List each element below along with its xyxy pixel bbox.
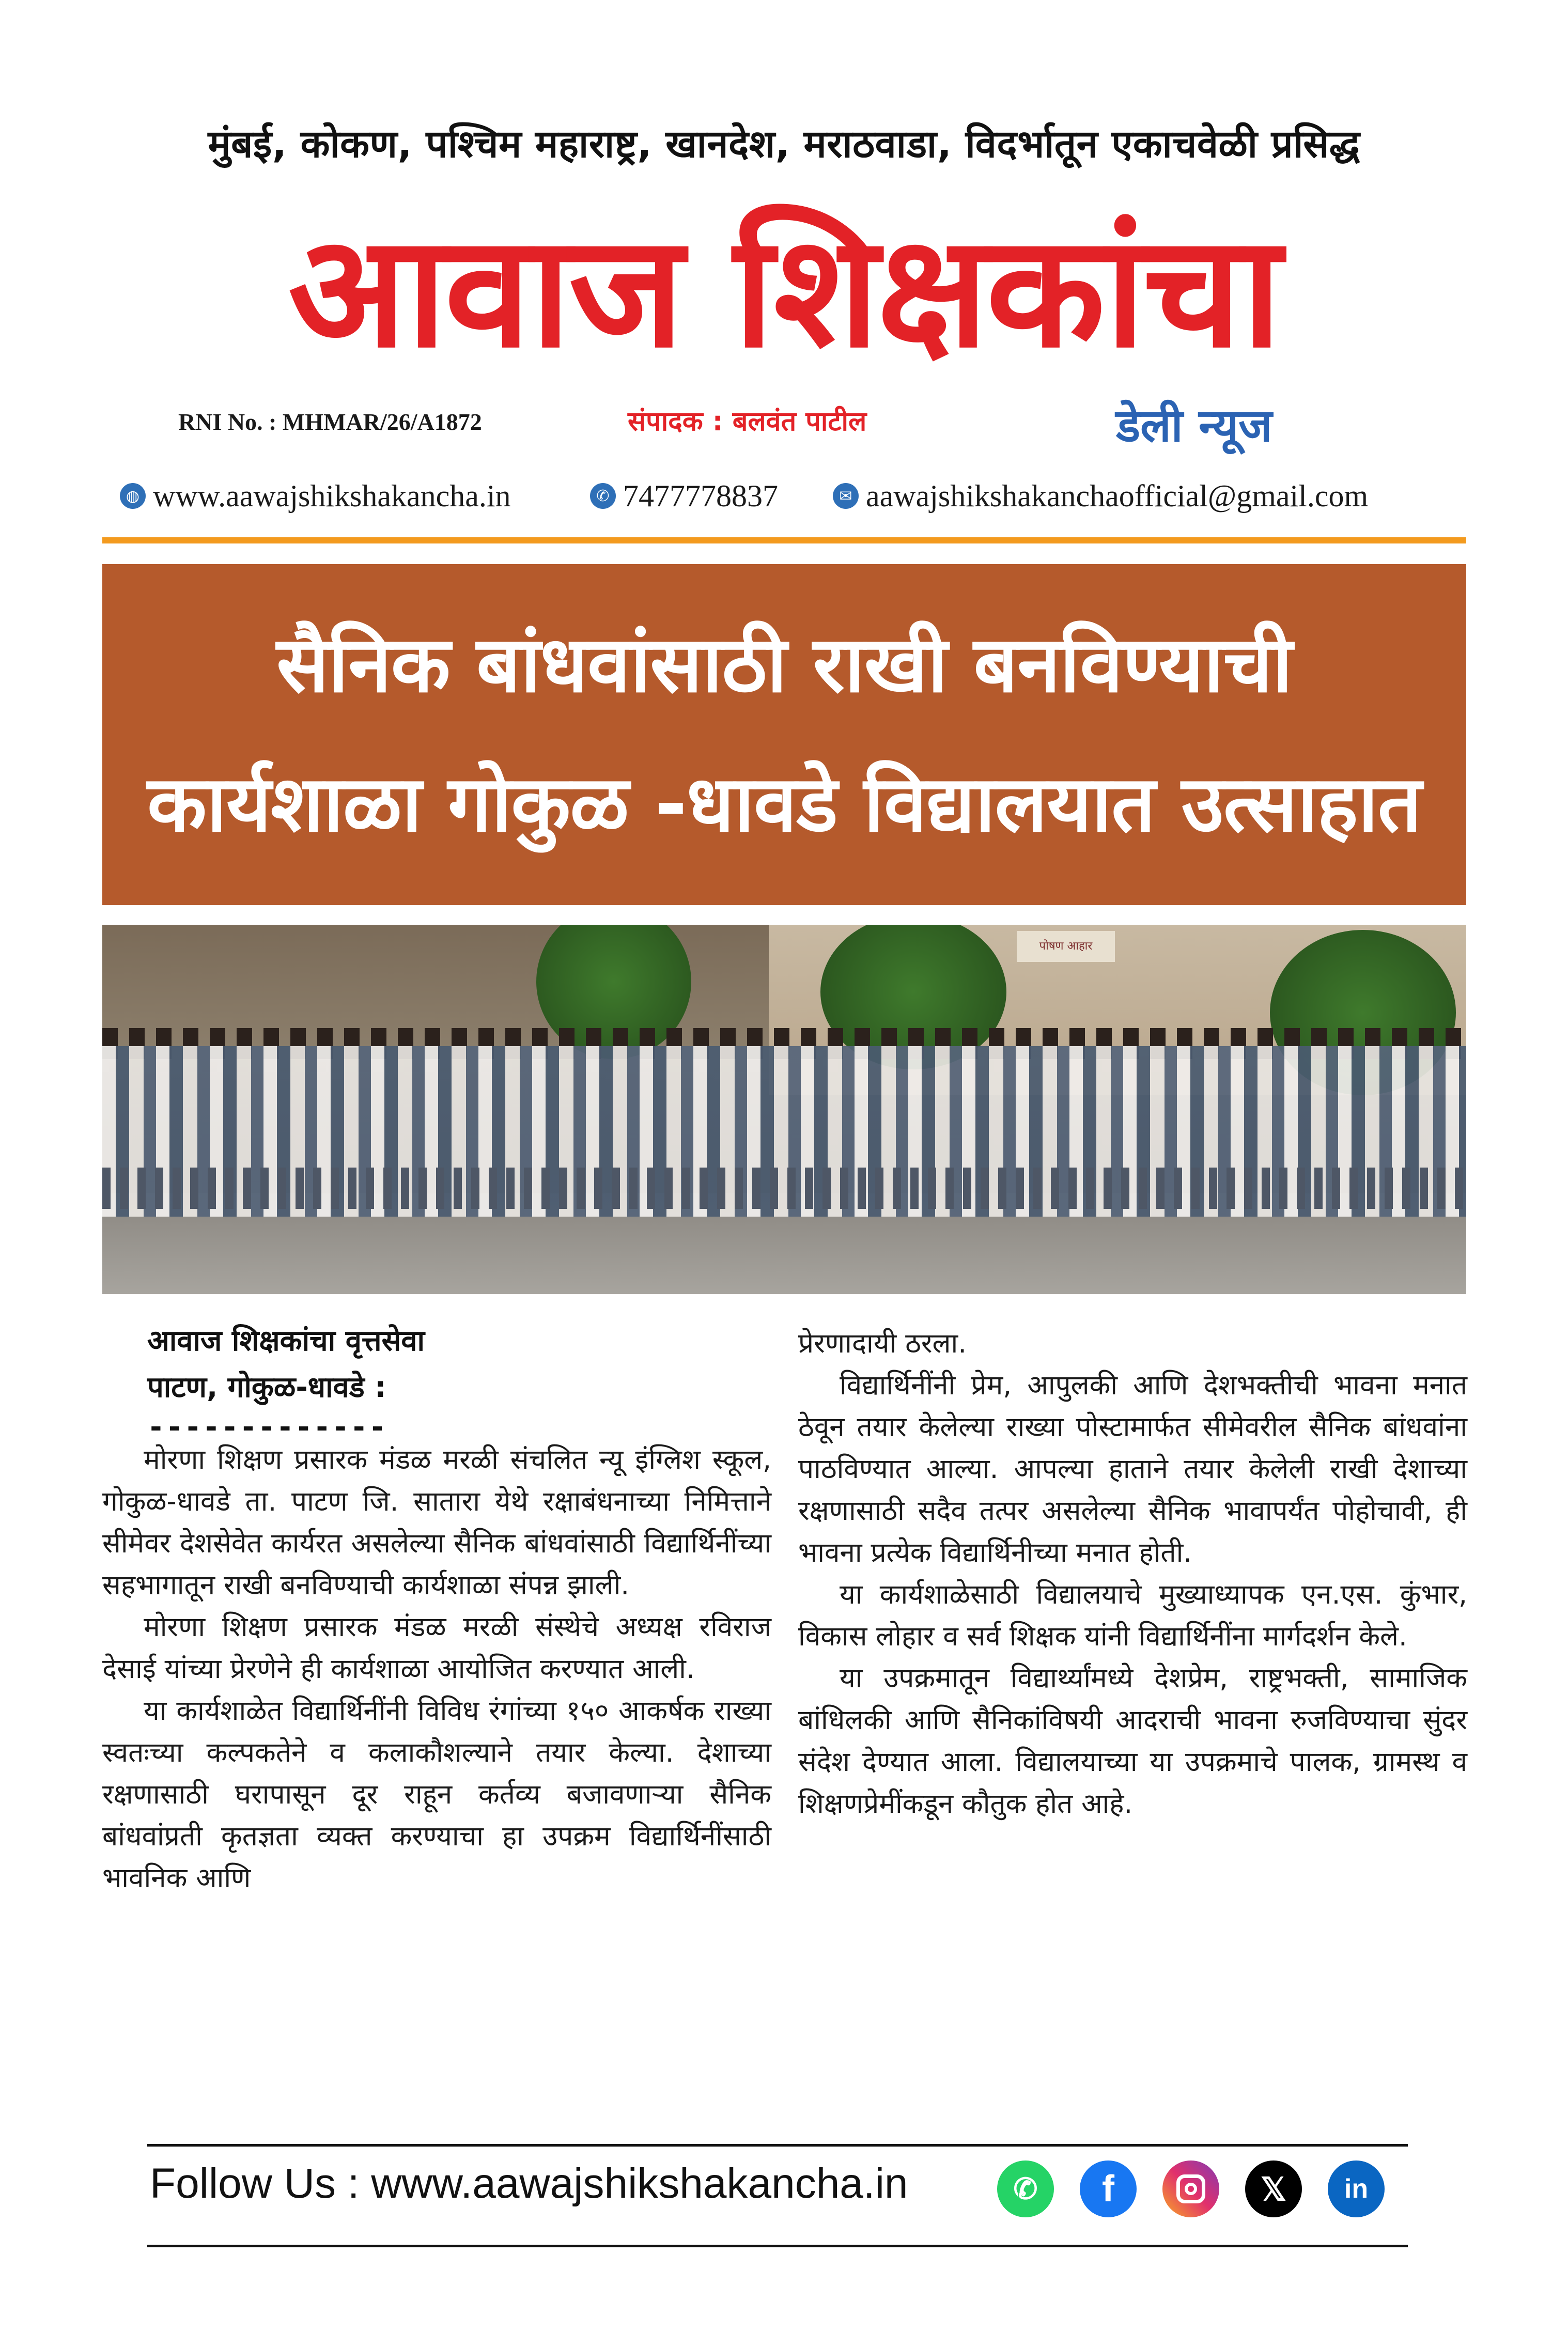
- paragraph: विद्यार्थिनींनी प्रेम, आपुलकी आणि देशभक्तीची भावना मनात ठेवून तयार केलेल्या राख्या पोस्टामार्फत सीमेवरील सैनिक बांधवांना पाठविण्यात आल्या. आपल्या हाताने तयार केलेली राखी देशाच्या रक्षणासाठी सदैव तत्पर असलेल्या सैनिक भावापर्यंत पोहोचावी, ही भावना प्रत्येक विद्यार्थिनीच्या मनात होती.: [798, 1370, 1467, 1568]
- paragraph: या कार्यशाळेत विद्यार्थिनींनी विविध रंगांच्या १५० आकर्षक राख्या स्वतःच्या कल्पकतेने व कलाकौशल्याने तयार केल्या. देशाच्या रक्षणासाठी घरापासून दूर राहून कर्तव्य बजावणाऱ्या सैनिक बांधवांप्रती कृतज्ञता व्यक्त करण्याचा हा उपक्रम विद्यार्थिनींसाठी भावनिक आणि: [102, 1695, 771, 1894]
- editor-name: संपादक : बलवंत पाटील: [628, 406, 867, 437]
- daily-news-label: डेली न्यूज: [1116, 399, 1272, 452]
- headline-banner: [102, 564, 1466, 905]
- paragraph: या कार्यशाळेसाठी विद्यालयाचे मुख्याध्यापक एन.एस. कुंभार, विकास लोहार व सर्व शिक्षक यांनी विद्यार्थिनींना मार्गदर्शन केले.: [798, 1579, 1467, 1652]
- masthead-title: आवाज शिक्षकांचा: [288, 201, 1280, 382]
- phone-contact[interactable]: [590, 478, 778, 514]
- header-divider: [102, 537, 1466, 543]
- footer-bottom-rule: [147, 2245, 1408, 2247]
- byline-place: पाटण, गोकुळ-धावडे :: [147, 1371, 386, 1404]
- byline-service: आवाज शिक्षकांचा वृत्तसेवा: [147, 1324, 425, 1358]
- email-text[interactable]: aawajshikshakanchaofficial@gmail.com: [866, 478, 1369, 513]
- phone-icon: ✆: [590, 483, 616, 509]
- paragraph: मोरणा शिक्षण प्रसारक मंडळ मरळी संस्थेचे अध्यक्ष रविराज देसाई यांच्या प्रेरणेने ही कार्यशाळा आयोजित करण्यात आली.: [102, 1611, 771, 1685]
- whatsapp-icon[interactable]: ✆: [997, 2161, 1054, 2217]
- headline-line-1: सैनिक बांधवांसाठी राखी बनविण्याची: [276, 620, 1292, 710]
- facebook-icon[interactable]: f: [1080, 2161, 1137, 2217]
- byline-dashes: -------------: [147, 1410, 387, 1444]
- website-contact[interactable]: [120, 478, 511, 514]
- website-text[interactable]: www.aawajshikshakancha.in: [153, 478, 511, 513]
- event-photo: [102, 925, 1466, 1294]
- paragraph-continuation: प्रेरणादायी ठरला.: [798, 1328, 967, 1359]
- headline-line-2: कार्यशाळा गोकुळ -धावडे विद्यालयात उत्साहात: [147, 759, 1422, 849]
- paragraph: या उपक्रमातून विद्यार्थ्यांमध्ये देशप्रेम, राष्ट्रभक्ती, सामाजिक बांधिलकी आणि सैनिकांविषयी आदराची भावना रुजविण्याचा सुंदर संदेश देण्यात आला. विद्यालयाच्या या उपक्रमाचे पालक, ग्रामस्थ व शिक्षणप्रेमींकडून कौतुक होत आहे.: [798, 1662, 1467, 1820]
- tagline: मुंबई, कोकण, पश्चिम महाराष्ट्र, खानदेश, मराठवाडा, विदर्भातून एकाचवेळी प्रसिद्ध: [208, 122, 1360, 166]
- footer-top-rule: [147, 2144, 1408, 2147]
- phone-text[interactable]: 7477778837: [623, 478, 778, 513]
- globe-icon: ◍: [120, 483, 146, 509]
- instagram-icon[interactable]: [1162, 2161, 1219, 2217]
- article-column-left: [102, 1439, 771, 1899]
- x-icon[interactable]: 𝕏: [1245, 2161, 1302, 2217]
- article-column-right: [798, 1323, 1467, 1825]
- linkedin-icon[interactable]: in: [1328, 2161, 1385, 2217]
- mail-icon: ✉: [833, 483, 859, 509]
- students-legs: [102, 1168, 1466, 1209]
- paragraph: मोरणा शिक्षण प्रसारक मंडळ मरळी संचलित न्यू इंग्लिश स्कूल, गोकुळ-धावडे ता. पाटण जि. सातारा येथे रक्षाबंधनाच्या निमित्ताने सीमेवर देशसेवेत कार्यरत असलेल्या सैनिक बांधवांसाठी विद्यार्थिनींच्या सहभागातून राखी बनविण्याची कार्यशाळा संपन्न झाली.: [102, 1444, 771, 1601]
- email-contact[interactable]: [833, 478, 1368, 514]
- rni-number: RNI No. : MHMAR/26/A1872: [178, 409, 482, 435]
- wall-sign: पोषण आहार: [1017, 931, 1115, 962]
- follow-us-text[interactable]: Follow Us : www.aawajshikshakancha.in: [150, 2160, 908, 2207]
